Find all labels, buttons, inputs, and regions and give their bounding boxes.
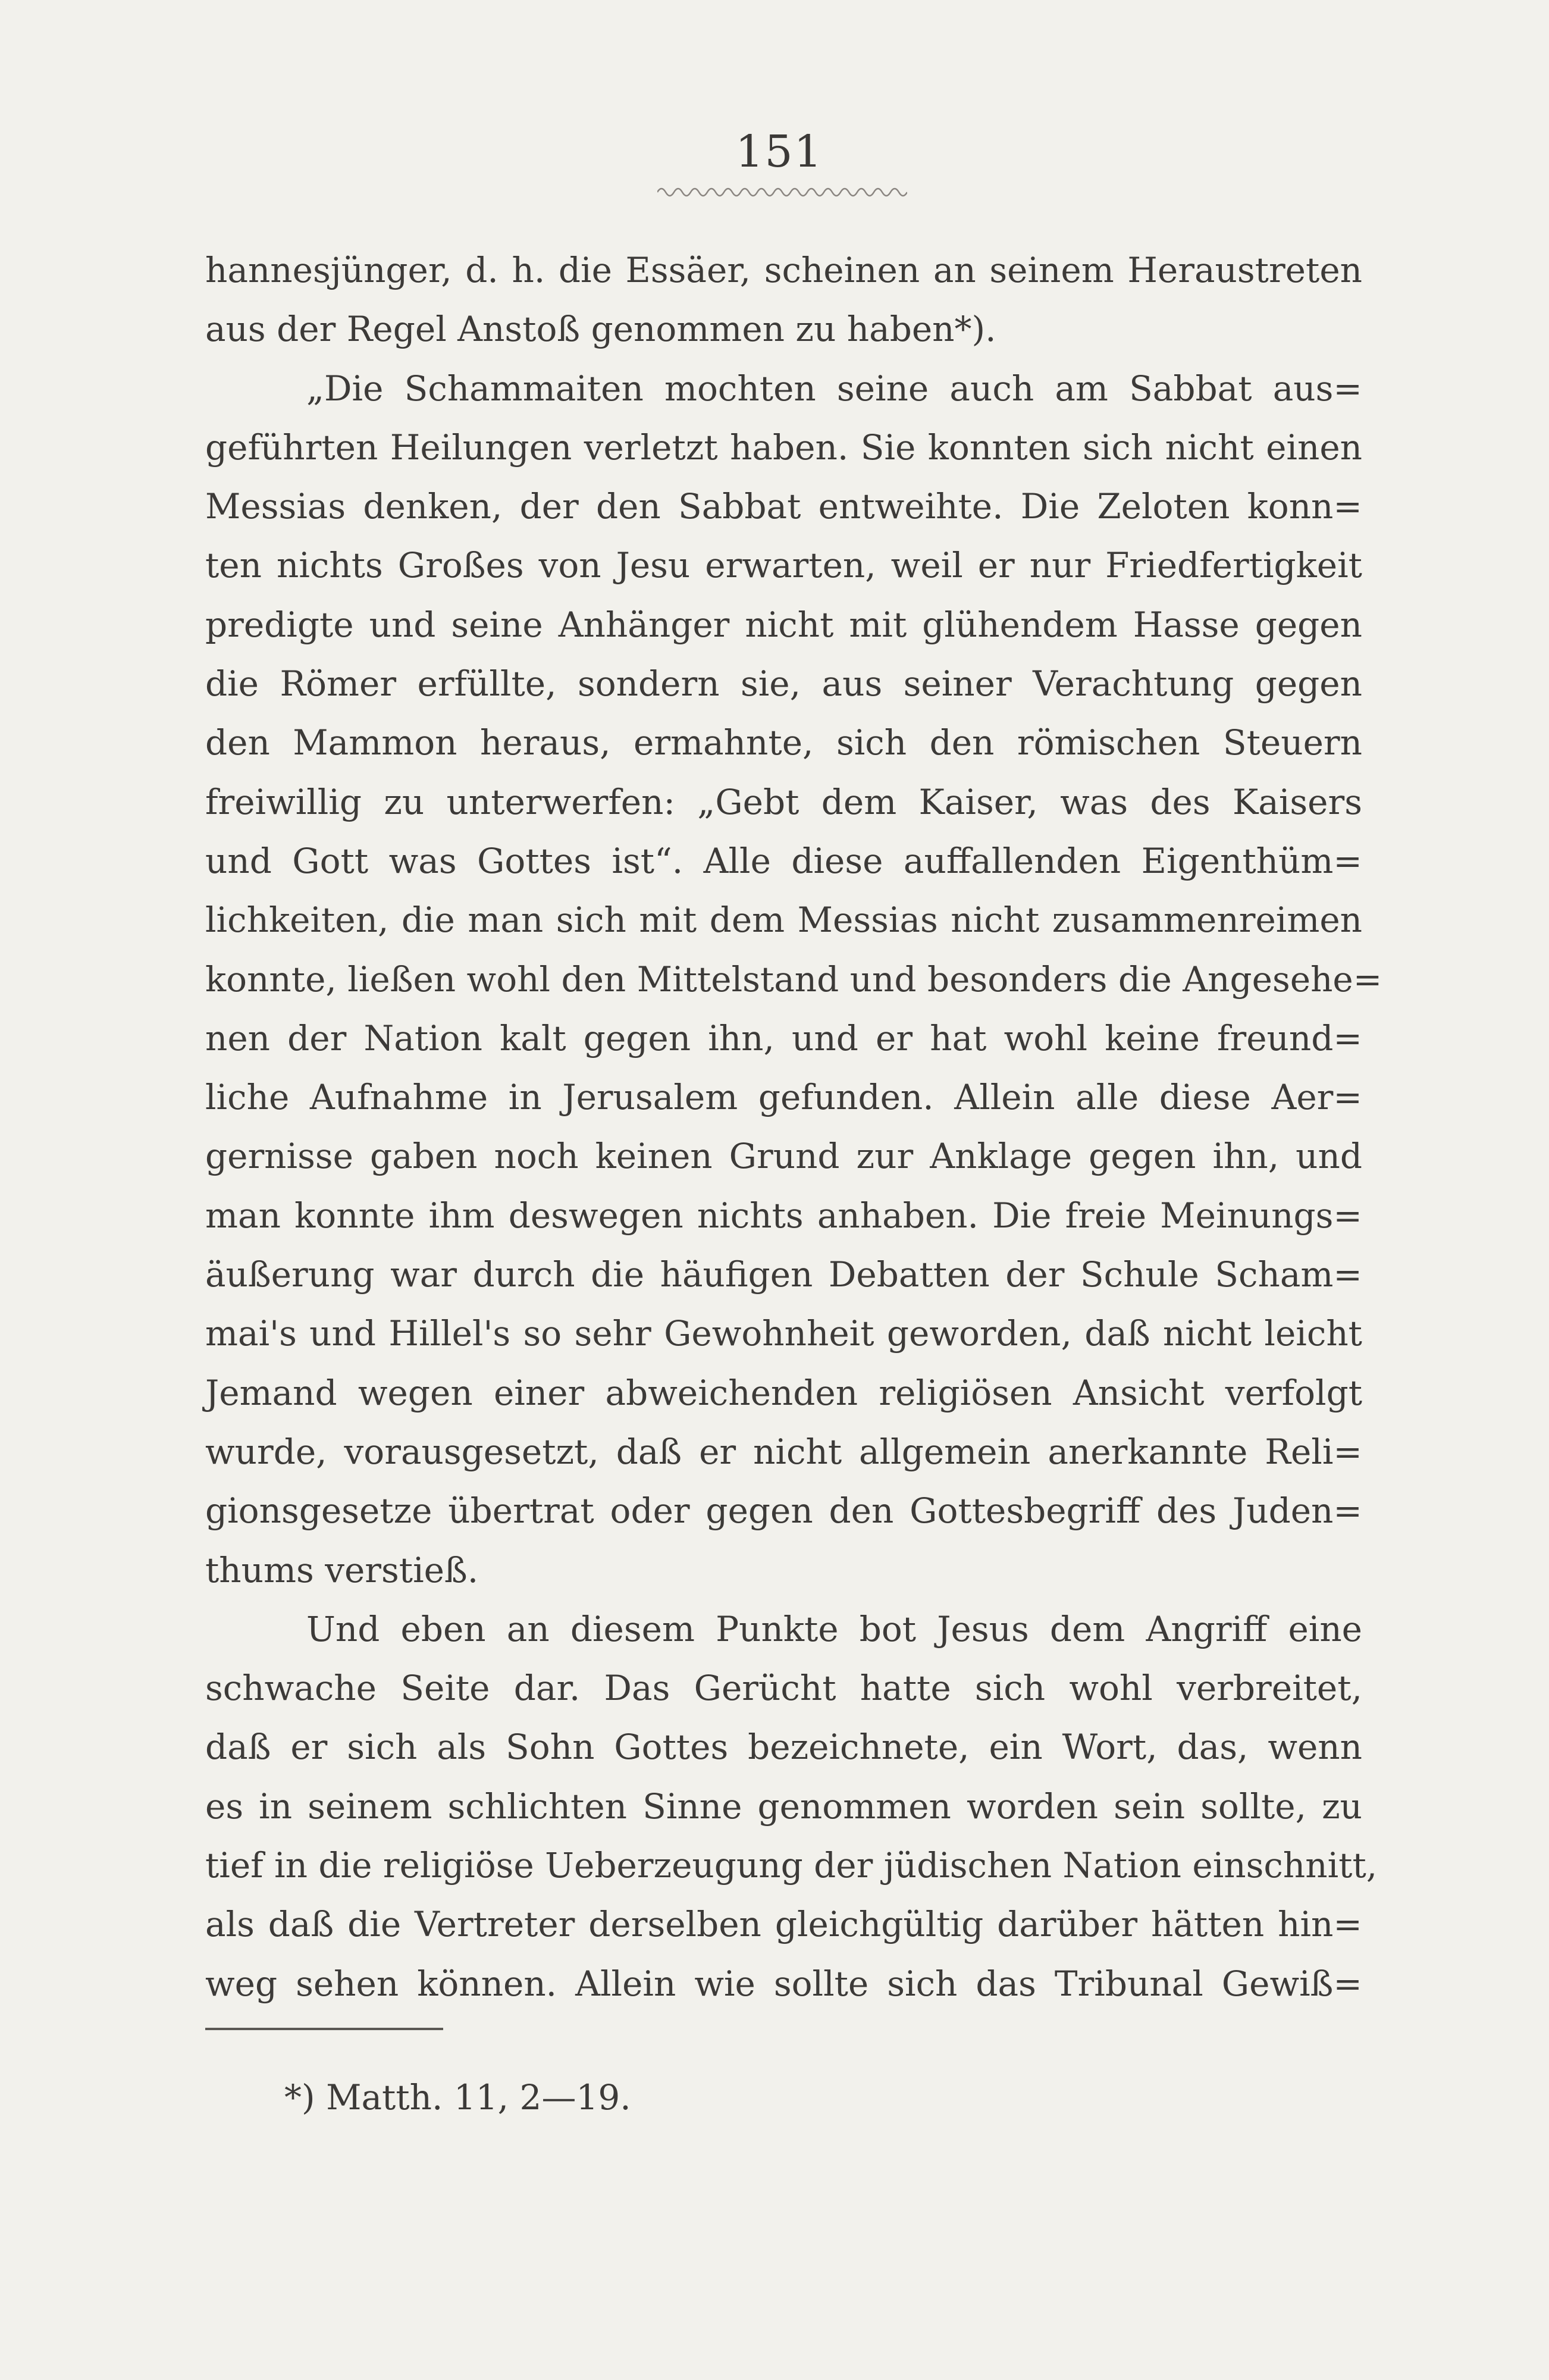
text-line: Jemand wegen einer abweichenden religiösen Ansicht verfolgt [205, 1372, 1362, 1413]
text-line: äußerung war durch die häufigen Debatten der Schule Scham= [205, 1254, 1362, 1295]
text-line: und Gott was Gottes ist“. Alle diese auffallenden Eigenthüm= [205, 840, 1362, 881]
text-line: schwache Seite dar. Das Gerücht hatte sich wohl verbreitet, [205, 1668, 1362, 1709]
footnote-divider [205, 2028, 443, 2030]
page-number: 151 [735, 126, 823, 177]
text-line: aus der Regel Anstoß genommen zu haben*). [205, 309, 996, 350]
text-line: lichkeiten, die man sich mit dem Messias nicht zusammenreimen [205, 900, 1362, 941]
text-line: es in seinem schlichten Sinne genommen worden sein sollte, zu [205, 1786, 1362, 1827]
text-line: thums verstieß. [205, 1549, 479, 1590]
text-line: mai's und Hillel's so sehr Gewohnheit geworden, daß nicht leicht [205, 1313, 1362, 1354]
text-line: konnte, ließen wohl den Mittelstand und besonders die Angesehe= [205, 959, 1382, 1000]
text-line: weg sehen können. Allein wie sollte sich das Tribunal Gewiß= [205, 1963, 1362, 2004]
text-line: man konnte ihm deswegen nichts anhaben. Die freie Meinungs= [205, 1195, 1362, 1236]
text-line: als daß die Vertreter derselben gleichgültig darüber hätten hin= [205, 1904, 1362, 1945]
text-line: „Die Schammaiten mochten seine auch am Sabbat aus= [306, 368, 1362, 409]
footnote: *) Matth. 11, 2—19. [284, 2077, 631, 2118]
text-line: Messias denken, der den Sabbat entweihte. Die Zeloten konn= [205, 486, 1362, 527]
wavy-ornament [657, 181, 907, 199]
text-line: hannesjünger, d. h. die Essäer, scheinen an seinem Heraustreten [205, 250, 1362, 290]
text-line: nen der Nation kalt gegen ihn, und er hat wohl keine freund= [205, 1017, 1362, 1059]
text-line: wurde, vorausgesetzt, daß er nicht allgemein anerkannte Reli= [205, 1431, 1362, 1472]
body-text [205, 241, 1382, 2013]
text-line: ten nichts Großes von Jesu erwarten, weil er nur Friedfertigkeit [205, 545, 1362, 586]
text-line: den Mammon heraus, ermahnte, sich den römischen Steuern [205, 722, 1362, 763]
text-line: gernisse gaben noch keinen Grund zur Anklage gegen ihn, und [205, 1136, 1362, 1177]
text-line: freiwillig zu unterwerfen: „Gebt dem Kaiser, was des Kaisers [205, 781, 1362, 822]
text-line: predigte und seine Anhänger nicht mit glühendem Hasse gegen [205, 604, 1362, 645]
text-line: die Römer erfüllte, sondern sie, aus seiner Verachtung gegen [205, 663, 1362, 704]
text-line: Und eben an diesem Punkte bot Jesus dem Angriff eine [306, 1608, 1362, 1649]
text-line: tief in die religiöse Ueberzeugung der jüdischen Nation einschnitt, [205, 1845, 1378, 1886]
text-line: gionsgesetze übertrat oder gegen den Gottesbegriff des Juden= [205, 1490, 1362, 1532]
text-line: daß er sich als Sohn Gottes bezeichnete, ein Wort, das, wenn [205, 1727, 1362, 1768]
text-line: liche Aufnahme in Jerusalem gefunden. Allein alle diese Aer= [205, 1077, 1362, 1118]
text-line: geführten Heilungen verletzt haben. Sie konnten sich nicht einen [205, 427, 1362, 468]
